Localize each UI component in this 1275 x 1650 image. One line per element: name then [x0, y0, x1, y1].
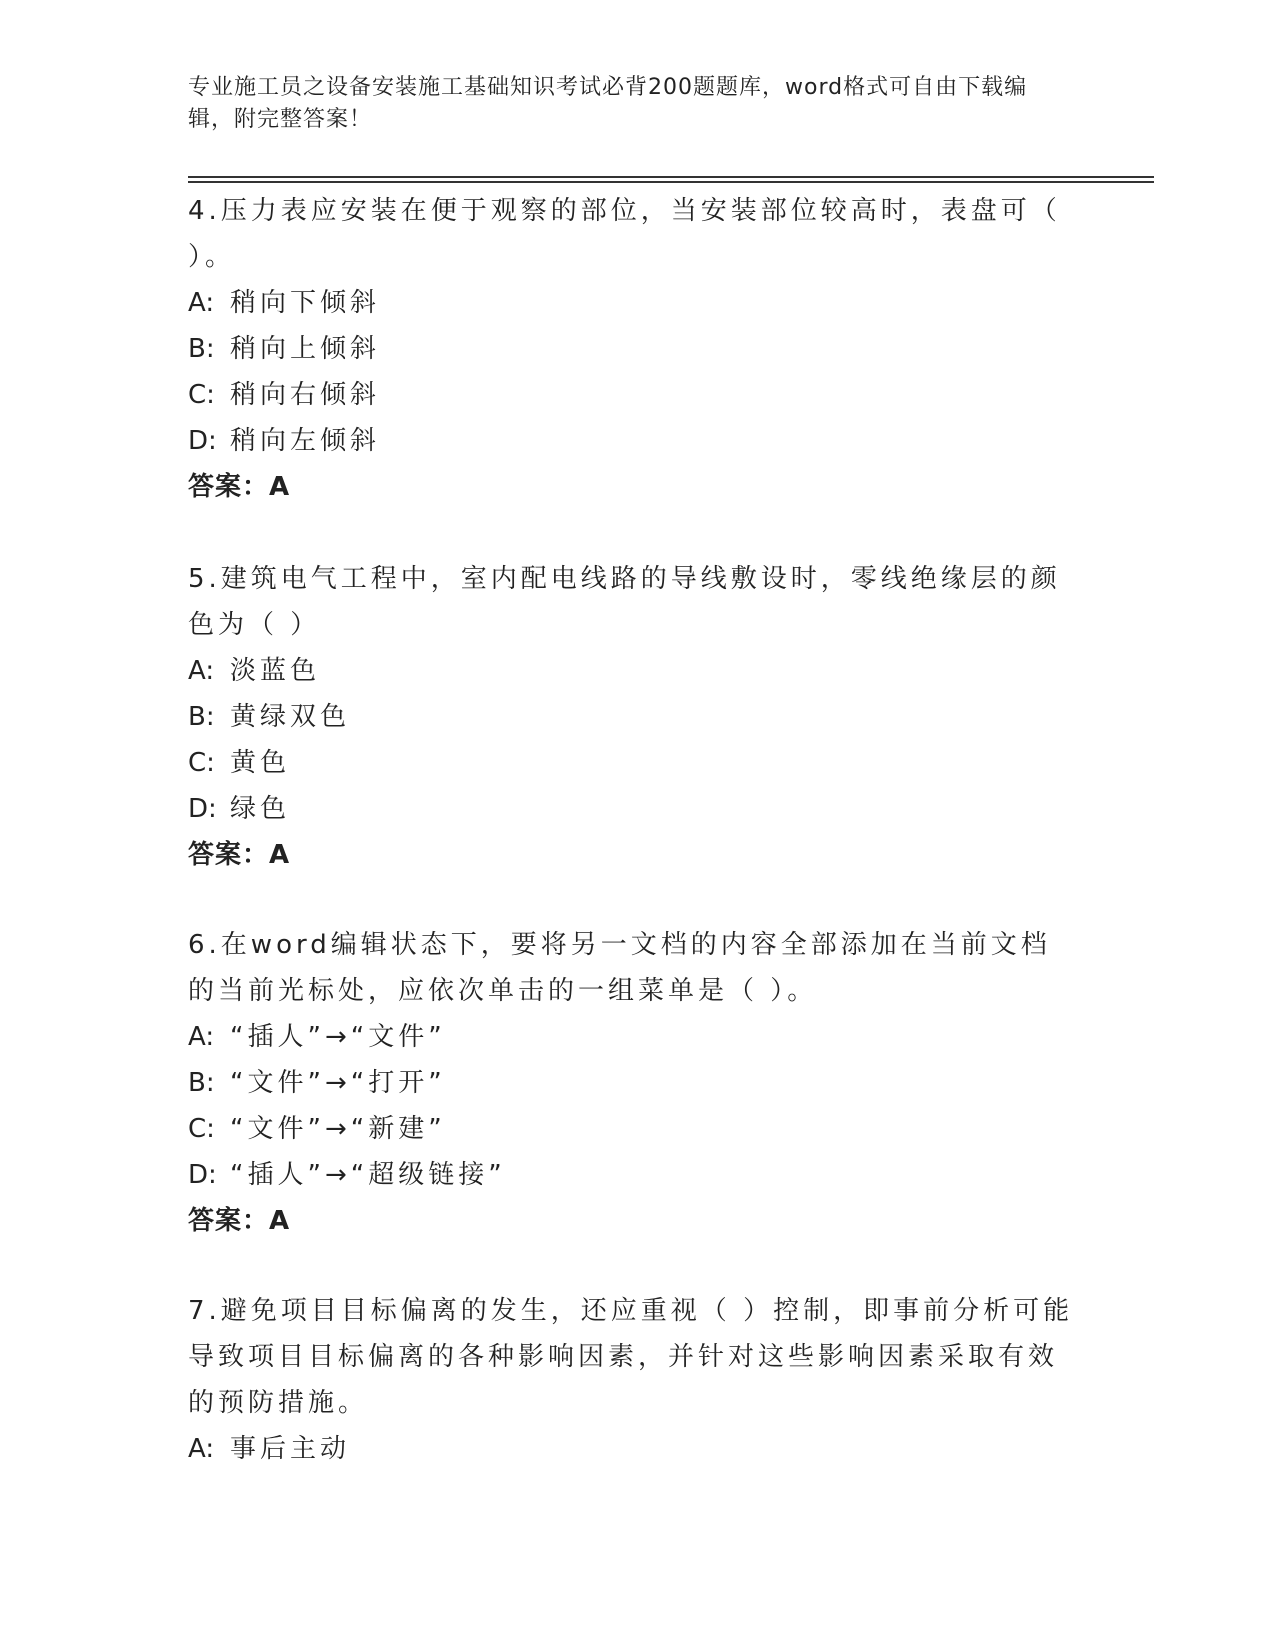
option-d	[188, 418, 1078, 464]
option-label: A:	[188, 1022, 215, 1052]
answer: 答案：A	[188, 1206, 291, 1236]
question-stem: 7.避免项目目标偏离的发生，还应重视（ ）控制，即事前分析可能导致项目目标偏离的各种影响因素，并针对这些影响因素采取有效的预防措施。	[188, 1296, 1074, 1418]
option-text: 稍向上倾斜	[230, 334, 381, 364]
option-label: A:	[188, 288, 215, 318]
option-text: “文件”→“新建”	[230, 1114, 446, 1144]
option-text: “插人”→“超级链接”	[230, 1160, 506, 1190]
option-text: 黄色	[230, 748, 291, 778]
option-label: A:	[188, 1434, 215, 1464]
option-c	[188, 740, 1078, 786]
question-stem: 4.压力表应安装在便于观察的部位，当安装部位较高时，表盘可（ ）。	[188, 196, 1061, 272]
option-label: B:	[188, 702, 215, 732]
question-4	[188, 188, 1078, 510]
option-label: D:	[188, 1160, 217, 1190]
option-a	[188, 1426, 1078, 1472]
question-7	[188, 1288, 1078, 1472]
option-label: C:	[188, 1114, 215, 1144]
option-text: 稍向下倾斜	[230, 288, 381, 318]
option-label: A:	[188, 656, 215, 686]
option-a	[188, 648, 1078, 694]
option-text: 黄绿双色	[230, 702, 351, 732]
option-c	[188, 1106, 1078, 1152]
question-stem: 5.建筑电气工程中，室内配电线路的导线敷设时，零线绝缘层的颜色为（ ）	[188, 564, 1061, 640]
answer: 答案：A	[188, 472, 291, 502]
option-text: 稍向左倾斜	[230, 426, 381, 456]
option-d	[188, 1152, 1078, 1198]
option-a	[188, 280, 1078, 326]
question-6	[188, 922, 1078, 1244]
option-label: D:	[188, 794, 217, 824]
option-label: C:	[188, 748, 215, 778]
option-label: B:	[188, 334, 215, 364]
option-d	[188, 786, 1078, 832]
option-text: 事后主动	[230, 1434, 351, 1464]
option-label: D:	[188, 426, 217, 456]
option-text: 稍向右倾斜	[230, 380, 381, 410]
option-b	[188, 694, 1078, 740]
document-title: 专业施工员之设备安装施工基础知识考试必背200题题库，word格式可自由下载编辑，附完整答案！	[188, 75, 1028, 132]
option-text: “插人”→“文件”	[230, 1022, 446, 1052]
option-label: B:	[188, 1068, 215, 1098]
option-b	[188, 1060, 1078, 1106]
option-a	[188, 1014, 1078, 1060]
header-divider-top	[188, 176, 1154, 178]
option-b	[188, 326, 1078, 372]
answer: 答案：A	[188, 840, 291, 870]
question-stem: 6.在word编辑状态下，要将另一文档的内容全部添加在当前文档的当前光标处，应依次单击的一组菜单是（ ）。	[188, 930, 1051, 1006]
option-label: C:	[188, 380, 215, 410]
header-divider-bottom	[188, 181, 1154, 183]
option-text: 绿色	[230, 794, 291, 824]
question-5	[188, 556, 1078, 878]
option-c	[188, 372, 1078, 418]
option-text: 淡蓝色	[230, 656, 321, 686]
option-text: “文件”→“打开”	[230, 1068, 446, 1098]
